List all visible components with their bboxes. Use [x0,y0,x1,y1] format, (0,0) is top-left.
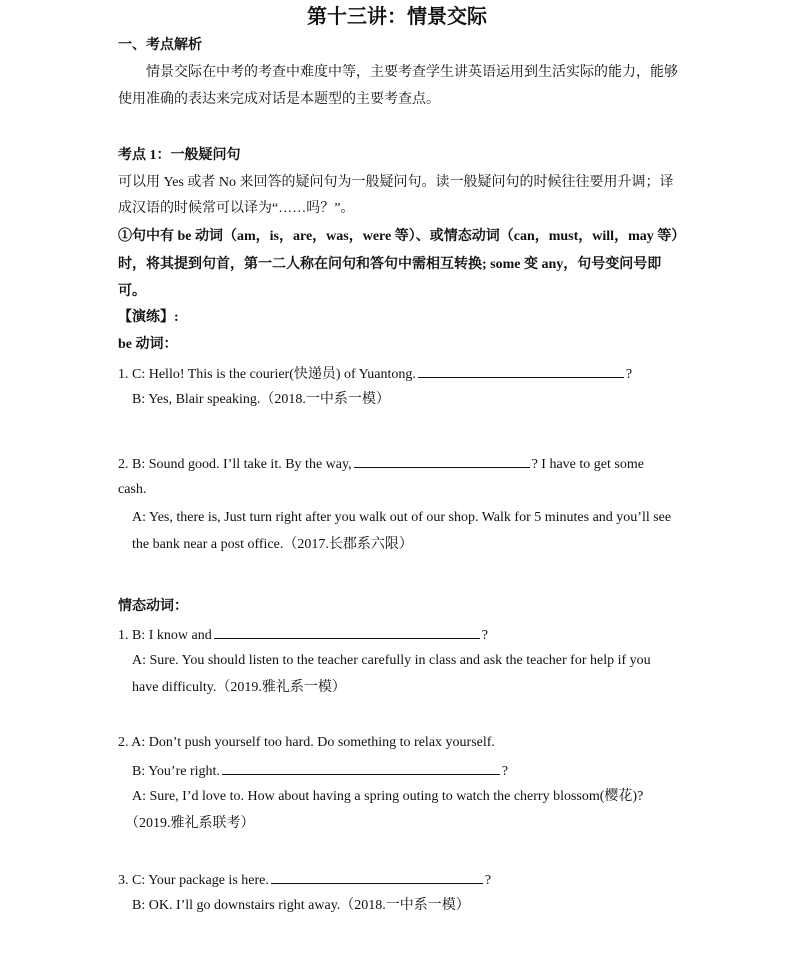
question-end: ? [625,367,633,382]
question-line [118,624,488,646]
answer-blank[interactable] [271,869,483,884]
question-text: 3. C: Your package is here. [118,873,269,888]
be-verb-label: be 动词： [118,337,178,352]
answer-blank[interactable] [418,363,624,378]
question-text: 1. B: I know and [118,628,212,643]
answer-line: B: OK. I’ll go downstairs right away.（2018.一中系一模） [132,898,470,913]
question-end: ? [484,873,492,888]
point-description-line: 可以用 Yes 或者 No 来回答的疑问句为一般疑问句。读一般疑问句的时候往往要用升调；译 [118,175,674,190]
page-title: 第十三讲：情景交际 [307,6,487,28]
practice-label: 【演练】: [118,310,179,325]
answer-blank[interactable] [354,453,530,468]
point-description-line: 成汉语的时候常可以译为“……吗？”。 [118,201,355,216]
rule-line: 时，将其提到句首，第一二人称在问句和答句中需相互转换; some 变 any，句号变问号即 [118,257,662,272]
question-line [118,869,491,891]
question-end: ? [481,628,488,643]
intro-paragraph-line: 使用准确的表达来完成对话是本题型的主要考查点。 [118,92,440,107]
question-text: 2. B: Sound good. I’ll take it. By the way, [118,457,352,472]
question-line [118,453,685,475]
question-line [118,363,632,385]
intro-paragraph-line: 情景交际在中考的考查中难度中等，主要考查学生讲英语运用到生活实际的能力，能够 [146,65,678,80]
rule-line: ①句中有 be 动词（am，is，are，was，were 等）、或情态动词（can，must，will，may 等） [118,229,686,244]
answer-line: the bank near a post office.（2017.长郡系六限） [132,537,413,552]
answer-blank[interactable] [222,760,500,775]
point-heading: 考点 1：一般疑问句 [118,148,241,163]
question-end: ? [501,764,509,779]
answer-blank[interactable] [214,624,480,639]
answer-line: A: Yes, there is, Just turn right after you walk out of our shop. Walk for 5 minutes and you’ll see [132,510,672,525]
question-line-continued: cash. [118,482,147,497]
section-heading: 一、考点解析 [118,38,202,53]
question-text: B: You’re right. [132,764,220,779]
answer-line: have difficulty.（2019.雅礼系一模） [132,680,346,695]
answer-line: A: Sure. You should listen to the teacher carefully in class and ask the teacher for help if you [132,653,651,668]
question-end: ? I have to get some [531,457,644,472]
question-line [132,760,508,782]
dialogue-line: 2. A: Don’t push yourself too hard. Do something to relax yourself. [118,735,495,750]
question-text: 1. C: Hello! This is the courier(快递员) of Yuantong. [118,367,416,382]
rule-line: 可。 [118,284,146,299]
modal-verb-label: 情态动词： [118,599,188,614]
answer-line: A: Sure, I’d love to. How about having a spring outing to watch the cherry blossom(樱花)? [132,789,644,804]
answer-line: B: Yes, Blair speaking.（2018.一中系一模） [132,392,390,407]
answer-line: （2019.雅礼系联考） [125,816,255,831]
